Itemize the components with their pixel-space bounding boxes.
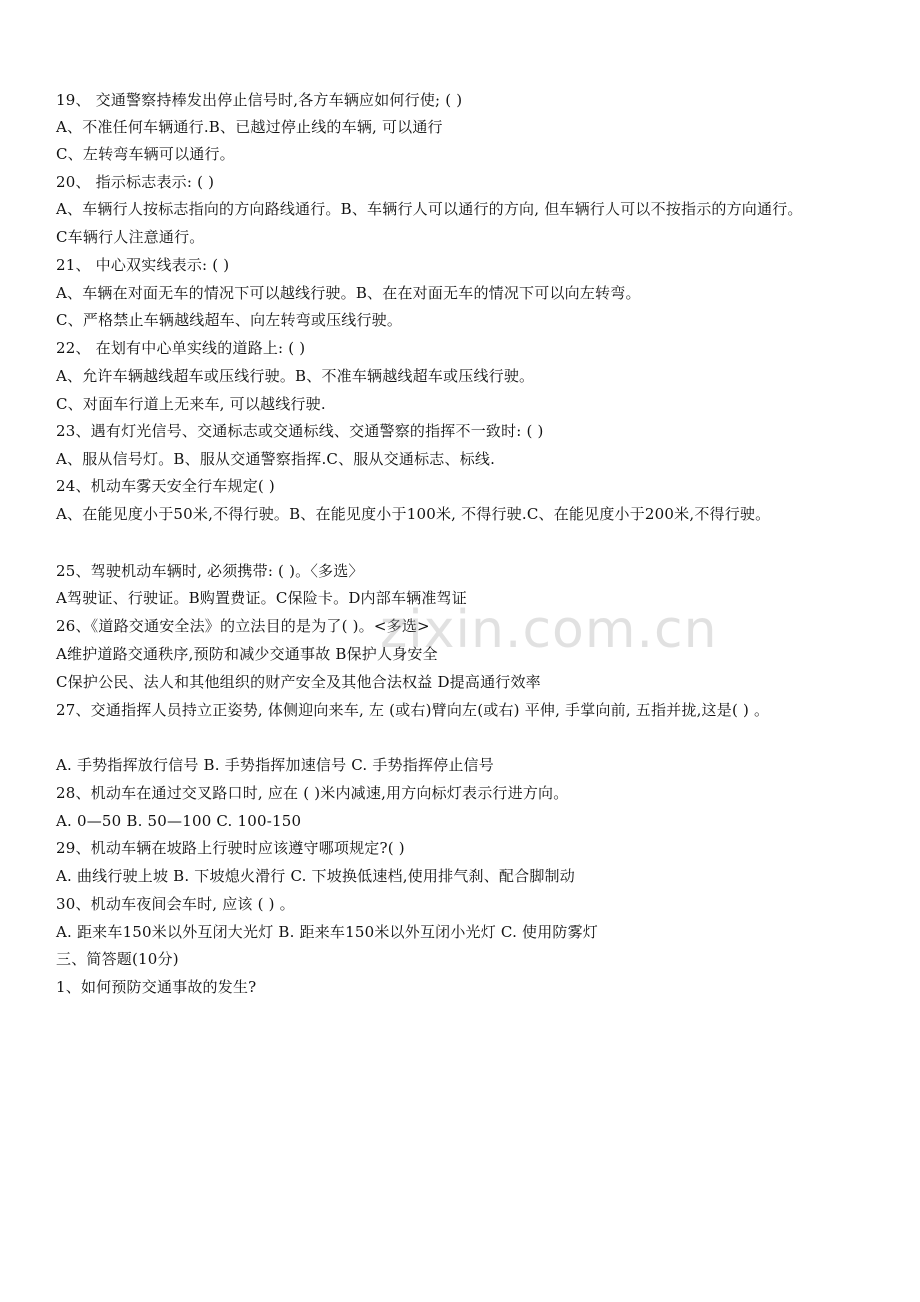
question-20: 20、 指示标志表示: ( ) bbox=[56, 173, 215, 191]
short-answer-question-1: 1、如何预防交通事故的发生? bbox=[56, 978, 257, 996]
question-27: 27、交通指挥人员持立正姿势, 体侧迎向来车, 左 (或右)臂向左(或右) 平伸, 手掌向前, 五指并拢,这是( ) 。 bbox=[56, 701, 770, 719]
section-heading-short-answer: 三、简答题(10分) bbox=[56, 950, 179, 968]
question-22-option-c: C、对面车行道上无来车, 可以越线行驶. bbox=[56, 395, 326, 413]
question-26-options-ab: A维护道路交通秩序,预防和减少交通事故 B保护人身安全 bbox=[56, 645, 438, 663]
question-21-option-c: C、严格禁止车辆越线超车、向左转弯或压线行驶。 bbox=[56, 311, 403, 329]
question-20-options-ab: A、车辆行人按标志指向的方向路线通行。B、车辆行人可以通行的方向, 但车辆行人可以不按指示的方向通行。 bbox=[56, 200, 803, 218]
question-26-options-cd: C保护公民、法人和其他组织的财产安全及其他合法权益 D提高通行效率 bbox=[56, 673, 541, 691]
question-21-options-ab: A、车辆在对面无车的情况下可以越线行驶。B、在在对面无车的情况下可以向左转弯。 bbox=[56, 284, 641, 302]
question-23-options: A、服从信号灯。B、服从交通警察指挥.C、服从交通标志、标线. bbox=[56, 450, 496, 468]
question-23: 23、遇有灯光信号、交通标志或交通标线、交通警察的指挥不一致时: ( ) bbox=[56, 422, 544, 440]
question-25: 25、驾驶机动车辆时, 必须携带: ( )。〈多选〉 bbox=[56, 562, 364, 580]
question-29: 29、机动车辆在坡路上行驶时应该遵守哪项规定?( ) bbox=[56, 839, 405, 857]
question-27-options: A. 手势指挥放行信号 B. 手势指挥加速信号 C. 手势指挥停止信号 bbox=[56, 756, 494, 774]
question-30-options: A. 距来车150米以外互闭大光灯 B. 距来车150米以外互闭小光灯 C. 使用防雾灯 bbox=[56, 923, 599, 941]
question-19: 19、 交通警察持棒发出停止信号时,各方车辆应如何行使; ( ) bbox=[56, 91, 463, 109]
question-19-options-ab: A、不准任何车辆通行.B、已越过停止线的车辆, 可以通行 bbox=[56, 118, 443, 136]
question-19-option-c: C、左转弯车辆可以通行。 bbox=[56, 145, 235, 163]
watermark: zixin.com.cn bbox=[380, 600, 718, 660]
question-26: 26、《道路交通安全法》的立法目的是为了( )。<多选> bbox=[56, 617, 430, 635]
question-28: 28、机动车在通过交叉路口时, 应在 ( )米内减速,用方向标灯表示行进方向。 bbox=[56, 784, 569, 802]
question-28-options: A. 0—50 B. 50—100 C. 100-150 bbox=[56, 812, 302, 830]
question-20-option-c: C车辆行人注意通行。 bbox=[56, 228, 205, 246]
question-22: 22、 在划有中心单实线的道路上: ( ) bbox=[56, 339, 306, 357]
question-25-options: A驾驶证、行驶证。B购置费证。C保险卡。D内部车辆准驾证 bbox=[56, 589, 467, 607]
question-24-options: A、在能见度小于50米,不得行驶。B、在能见度小于100米, 不得行驶.C、在能见度小于200米,不得行驶。 bbox=[56, 505, 771, 523]
question-30: 30、机动车夜间会车时, 应该 ( ) 。 bbox=[56, 895, 295, 913]
question-21: 21、 中心双实线表示: ( ) bbox=[56, 256, 230, 274]
question-24: 24、机动车雾天安全行车规定( ) bbox=[56, 477, 275, 495]
question-22-options-ab: A、允许车辆越线超车或压线行驶。B、不准车辆越线超车或压线行驶。 bbox=[56, 367, 535, 385]
question-29-options: A. 曲线行驶上坡 B. 下坡熄火滑行 C. 下坡换低速档,使用排气刹、配合脚制动 bbox=[56, 867, 575, 885]
